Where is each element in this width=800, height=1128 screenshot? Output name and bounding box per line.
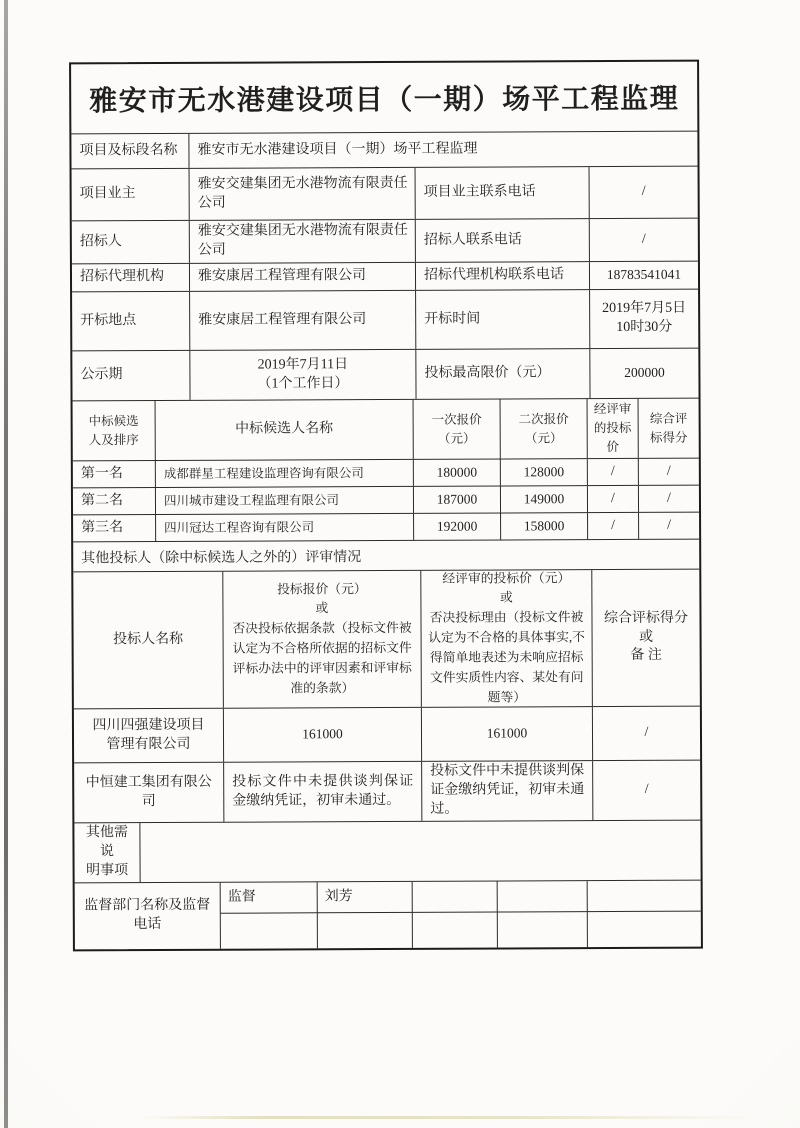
agency-label-cell: 招标代理机构 (72, 264, 190, 292)
supervision-name-cell: 刘芳 (318, 882, 413, 913)
bidder-evaluated-header-cell: 经评审的投标价（元） 或 否决投标理由（投标文件被认定为不合格的具体事实,不得简单地表述为未响应招标文件实质性内容、某处有问题等） (421, 570, 593, 707)
bidder-price-cell: 投标文件中未提供谈判保证金缴纳凭证，初审未通过。 (224, 762, 422, 822)
other-bidder-row-2 (74, 761, 700, 824)
candidate-score-cell: / (667, 517, 672, 533)
notes-row (74, 821, 700, 884)
bidder-name-header-cell: 投标人名称 (73, 572, 224, 709)
first-offer-header-cell: 一次报价 （元） (414, 399, 501, 458)
supervision-label-cell: 监督部门名称及监督 电话 (75, 883, 221, 950)
max-price-label-cell: 投标最高限价（元） (416, 349, 590, 399)
bid-result-table (69, 60, 703, 952)
publicity-label-cell: 公示期 (72, 351, 190, 401)
bidder-name-cell: 四川四强建设项目 管理有限公司 (74, 709, 224, 763)
bidder-score-header-cell: 综合评标得分 或 备 注 (603, 610, 689, 664)
project-name-row (71, 132, 697, 170)
bidder-evaluated-cell: 投标文件中未提供谈判保证金缴纳凭证，初审未通过。 (422, 761, 593, 821)
agency-phone-label-cell: 招标代理机构联系电话 (416, 262, 590, 290)
project-name-label-cell: 项目及标段名称 (71, 134, 189, 169)
tenderee-label-cell: 招标人 (72, 221, 190, 264)
supervision-cell (413, 882, 498, 913)
score-header-cell: 综合评 标得分 (649, 411, 688, 445)
other-bidders-header-row (73, 570, 700, 710)
tenderee-phone-value-cell: / (641, 231, 646, 247)
supervision-cell (498, 912, 588, 947)
project-name-value-cell: 雅安市无水港建设项目（一期）场平工程监理 (197, 141, 478, 158)
publicity-value-cell: 2019年7月11日 （1个工作日） (190, 350, 416, 400)
supervision-cell (498, 881, 588, 912)
candidate-score-cell: / (666, 463, 671, 479)
candidate-row-1 (73, 459, 699, 489)
opening-time-value-cell: 2019年7月5日 10时30分 (602, 300, 687, 335)
owner-row (72, 167, 698, 222)
paper-bottom-edge-line (140, 1116, 760, 1119)
notes-value-cell (140, 821, 700, 882)
bidder-name-cell: 中恒建工集团有限公 司 (74, 763, 224, 823)
document-title: 雅安市无水港建设项目（一期）场平工程监理 (71, 62, 697, 135)
max-price-value-cell: 200000 (624, 365, 665, 381)
candidate-name-cell: 成都群星工程建设监理咨询有限公司 (156, 460, 414, 487)
supervision-cell (318, 913, 413, 948)
opening-place-label-cell: 开标地点 (72, 292, 190, 351)
candidate-evaluated-price-cell: / (588, 486, 639, 512)
supervision-cell (588, 912, 701, 947)
candidate-rank-cell: 第三名 (73, 515, 156, 541)
supervision-cell (413, 913, 498, 948)
candidate-second-offer-cell: 128000 (501, 459, 588, 485)
bidder-price-cell: 161000 (224, 708, 422, 762)
owner-phone-value-cell: / (641, 183, 646, 199)
other-bidder-row-1 (74, 707, 700, 764)
supervision-role-cell: 监督 (221, 882, 318, 913)
supervision-cell (588, 881, 701, 912)
second-offer-header-cell: 二次报价 （元） (501, 399, 588, 458)
tenderee-row (72, 219, 698, 265)
candidate-rank-header-cell: 中标候选 人及排序 (73, 401, 156, 460)
candidate-first-offer-cell: 180000 (414, 459, 501, 485)
bidder-score-cell: / (644, 724, 649, 740)
agency-phone-value-cell: 18783541041 (606, 267, 682, 283)
evaluated-price-header-cell: 经评审 的投标 价 (588, 399, 639, 458)
agency-value-cell: 雅安康居工程管理有限公司 (190, 263, 416, 291)
owner-label-cell: 项目业主 (72, 169, 190, 221)
opening-row (72, 290, 698, 352)
candidate-score-cell: / (666, 490, 671, 506)
candidate-second-offer-cell: 158000 (501, 513, 588, 539)
candidate-evaluated-price-cell: / (588, 513, 639, 539)
candidate-rank-cell: 第二名 (73, 488, 156, 514)
supervision-row (75, 881, 701, 950)
bidder-evaluated-cell: 161000 (422, 707, 593, 761)
candidate-first-offer-cell: 187000 (414, 486, 501, 512)
owner-phone-label-cell: 项目业主联系电话 (416, 167, 590, 219)
candidate-name-cell: 四川城市建设工程监理有限公司 (156, 487, 414, 514)
opening-time-label-cell: 开标时间 (416, 290, 590, 349)
agency-row (72, 262, 698, 293)
candidate-row-2 (73, 486, 699, 516)
owner-value-cell: 雅安交建集团无水港物流有限责任公司 (190, 168, 416, 220)
candidate-rank-cell: 第一名 (73, 461, 156, 487)
bidder-score-cell: / (644, 781, 649, 797)
candidate-name-header-cell: 中标候选人名称 (156, 400, 414, 460)
other-bidders-section-title: 其他投标人（除中标候选人之外的）评审情况 (73, 540, 699, 573)
candidate-second-offer-cell: 149000 (501, 486, 588, 512)
scan-left-edge-line (4, 0, 8, 1128)
candidate-name-cell: 四川冠达工程咨询有限公司 (156, 514, 414, 541)
candidate-first-offer-cell: 192000 (414, 513, 501, 539)
tenderee-phone-label-cell: 招标人联系电话 (416, 219, 590, 262)
tenderee-value-cell: 雅安交建集团无水港物流有限责任公司 (190, 220, 416, 263)
candidate-evaluated-price-cell: / (588, 459, 639, 485)
bidder-price-header-cell: 投标报价（元） 或 否决投标依据条款（投标文件被认定为不合格所依据的招标文件评标办法中的评审因素和评审标准的条款） (223, 571, 422, 708)
supervision-cell (221, 913, 318, 948)
candidates-header-row (73, 399, 699, 462)
candidate-row-3 (73, 513, 699, 543)
notes-label-cell: 其他需说 明事项 (74, 823, 140, 882)
opening-place-value-cell: 雅安康居工程管理有限公司 (190, 291, 416, 350)
publicity-row (72, 349, 698, 402)
